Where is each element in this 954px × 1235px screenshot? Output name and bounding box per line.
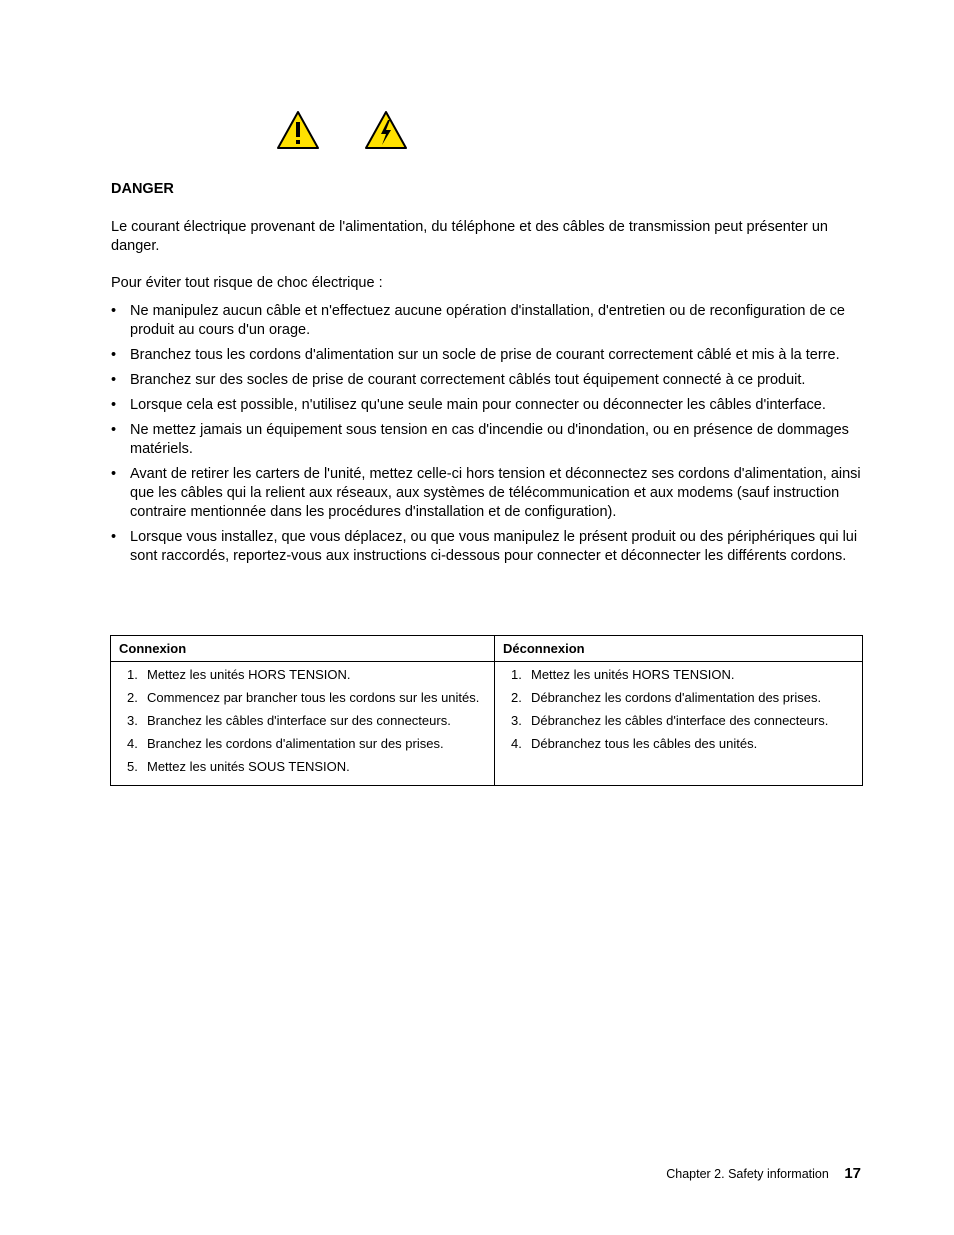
list-item: 2. Commencez par brancher tous les cordons sur les unités.	[127, 690, 480, 705]
connection-steps-table	[110, 635, 863, 786]
list-item: 1. Mettez les unités HORS TENSION.	[511, 667, 735, 682]
bullet-icon: •	[111, 397, 117, 413]
list-item: • Ne mettez jamais un équipement sous tension en cas d'incendie ou d'inondation, ou en présence de dommages matériels.	[111, 422, 849, 457]
list-item: • Lorsque vous installez, que vous déplacez, ou que vous manipulez le présent produit ou des périphériques qui lui sont raccordés, reportez-vous aux instructions ci-dessous pour connecter et déconnecter les différents cordons.	[111, 529, 858, 564]
deconnexion-header: Déconnexion	[495, 636, 863, 662]
deconnexion-steps	[501, 666, 856, 752]
list-item: 4. Débranchez tous les câbles des unités.	[511, 736, 758, 751]
instruction-paragraph: Pour éviter tout risque de choc électrique :	[111, 275, 383, 291]
page-number: 17	[844, 1165, 861, 1182]
bullet-icon: •	[111, 347, 117, 363]
chapter-label: Chapter 2. Safety information	[666, 1167, 829, 1181]
list-item: 3. Débranchez les câbles d'interface des connecteurs.	[511, 713, 829, 728]
connexion-cell	[111, 662, 495, 786]
list-item: 2. Débranchez les cordons d'alimentation des prises.	[511, 690, 822, 705]
deconnexion-cell	[495, 662, 863, 786]
list-item: • Ne manipulez aucun câble et n'effectuez aucune opération d'installation, d'entretien ou de reconfiguration de ce produit au cours d'un orage.	[111, 303, 845, 338]
caution-triangle-icon	[276, 110, 320, 150]
table-row	[111, 662, 863, 786]
bullet-icon: •	[111, 372, 117, 388]
safety-bullet-list	[111, 302, 865, 572]
connexion-steps	[117, 666, 488, 775]
list-item: • Branchez tous les cordons d'alimentation sur un socle de prise de courant correctement câblé et mis à la terre.	[111, 347, 840, 363]
list-item: 1. Mettez les unités HORS TENSION.	[127, 667, 351, 682]
connexion-header: Connexion	[111, 636, 495, 662]
list-item: • Branchez sur des socles de prise de courant correctement câblés tout équipement connecté à ce produit.	[111, 372, 806, 388]
intro-paragraph: Le courant électrique provenant de l'alimentation, du téléphone et des câbles de transmission peut présenter un danger.	[111, 219, 828, 254]
list-item: 4. Branchez les cordons d'alimentation sur des prises.	[127, 736, 444, 751]
list-item: 3. Branchez les câbles d'interface sur des connecteurs.	[127, 713, 451, 728]
bullet-icon: •	[111, 422, 117, 438]
bullet-icon: •	[111, 529, 117, 545]
list-item: 5. Mettez les unités SOUS TENSION.	[127, 759, 350, 774]
bullet-icon: •	[111, 466, 117, 482]
page-footer	[666, 1165, 861, 1183]
high-voltage-icon	[364, 110, 408, 150]
table-header-row	[111, 636, 863, 662]
danger-heading: DANGER	[111, 181, 174, 197]
list-item: • Avant de retirer les carters de l'unité, mettez celle-ci hors tension et déconnectez ses cordons d'alimentation, ainsi que les câbles qui la relient aux réseaux, aux systèmes de télécommunication et aux modems (sauf instruction contraire mentionnée dans les procédures d'installation et de configuration).	[111, 466, 861, 520]
bullet-icon: •	[111, 303, 117, 319]
list-item: • Lorsque cela est possible, n'utilisez qu'une seule main pour connecter ou déconnecter les câbles d'interface.	[111, 397, 826, 413]
